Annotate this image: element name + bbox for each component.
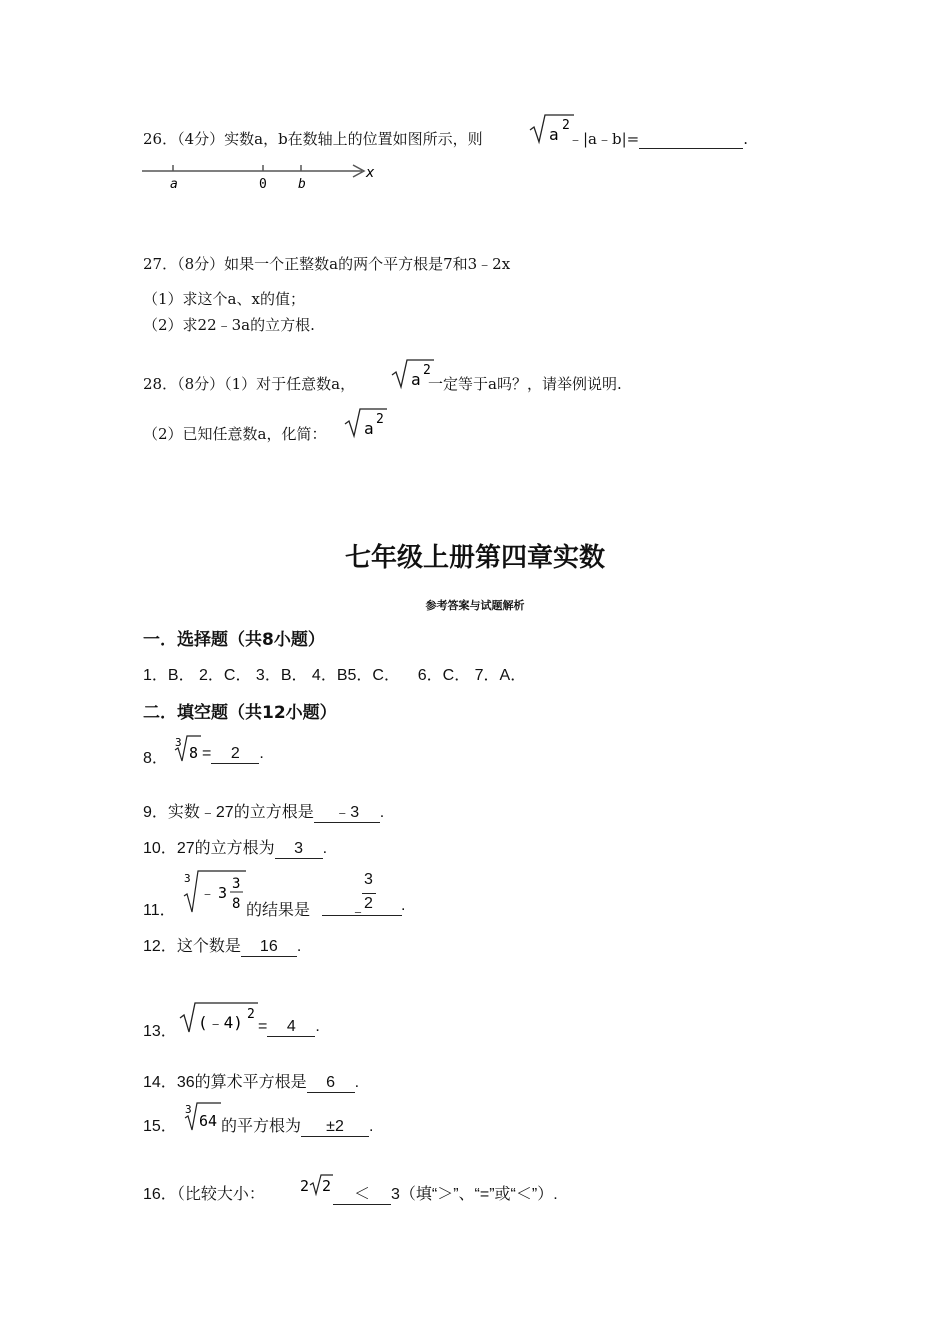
exponent: 2 <box>562 118 570 133</box>
question-score: （4分） <box>177 130 225 148</box>
answer-14: 14．36的算术平方根是 6 . <box>143 1074 360 1091</box>
answer-blank[interactable]: ﹣3 <box>314 804 380 823</box>
answer-10: 10．27的立方根为 3 . <box>143 840 328 857</box>
answer-sign: ﹣ <box>350 903 367 920</box>
answer-numerator: 3 <box>364 871 373 888</box>
answer-11-end: . <box>401 897 406 914</box>
two-root-two-formula <box>298 1173 334 1199</box>
radicand-numerator: 3 <box>232 876 241 892</box>
exponent: 2 <box>247 1007 255 1022</box>
answer-12: 12．这个数是 16 . <box>143 938 302 955</box>
answer-key-subtitle: 参考答案与试题解析 <box>425 599 525 612</box>
fraction-bar <box>362 893 376 894</box>
exponent: 2 <box>376 412 384 427</box>
axis-label-b: b <box>298 177 306 192</box>
radicand-whole: 3 <box>218 884 228 902</box>
answer-15-number: 15． <box>143 1118 177 1135</box>
answer-blank[interactable]: ±2 <box>301 1118 369 1137</box>
section-heading-choice: 一．选择题（共8小题） <box>143 630 325 650</box>
radicand-denominator: 8 <box>232 896 241 912</box>
answer-blank[interactable]: 16 <box>241 938 297 957</box>
question-number: 28． <box>143 375 178 393</box>
question-28 <box>143 373 355 394</box>
sqrt-a-squared-formula <box>343 406 389 440</box>
question-text: 如果一个正整数a的两个平方根是7和3﹣2x <box>224 255 511 273</box>
cube-root-mixed-number-formula <box>180 868 248 916</box>
answer-denominator: 2 <box>364 895 373 912</box>
question-text: （1）对于任意数a， <box>224 375 356 393</box>
radicand-sign: ﹣ <box>200 884 216 902</box>
answer-blank[interactable]: 2 <box>211 745 259 764</box>
radicand: a <box>364 419 374 438</box>
coefficient: 2 <box>300 1177 310 1195</box>
answer-blank[interactable]: 3 <box>275 840 323 859</box>
answer-13-number: 13． <box>143 1023 177 1040</box>
answer-8-number: 8． <box>143 750 168 767</box>
answer-blank[interactable]: 4 <box>267 1018 315 1037</box>
answer-11-text: 的结果是 <box>246 902 311 919</box>
radicand: (﹣4) <box>198 1013 243 1032</box>
question-26 <box>143 128 483 149</box>
answer-blank[interactable]: ＜ <box>333 1186 391 1205</box>
question-score: （8分） <box>177 255 225 273</box>
answer-key-title: 七年级上册第四章实数 <box>344 543 605 573</box>
root-index: 3 <box>175 736 182 749</box>
question-number: 26． <box>143 130 178 148</box>
choice-answers: 1．B． 2．C． 3．B． 4．B5．C． 6．C． 7．A． <box>143 667 527 684</box>
answer-11-number: 11． <box>143 902 176 919</box>
question-26-tail: ﹣|a﹣b|= . <box>568 130 749 148</box>
sqrt-negative-four-squared-formula <box>178 998 260 1038</box>
question-score: （8分） <box>177 375 225 393</box>
answer-blank[interactable] <box>639 131 743 149</box>
answer-8: = 2 . <box>202 745 264 762</box>
axis-label-x: x <box>366 165 375 181</box>
answer-11-blank[interactable] <box>322 868 402 920</box>
answer-15: 的平方根为 ±2 . <box>221 1118 374 1135</box>
question-28-tail: 一定等于a吗？，请举例说明. <box>428 375 622 393</box>
answer-13: = 4 . <box>258 1018 320 1035</box>
question-27-part-2: （2）求22﹣3a的立方根. <box>143 316 315 334</box>
question-number: 27． <box>143 255 178 273</box>
section-heading-fill: 二．填空题（共12小题） <box>143 703 337 723</box>
answer-9: 9．实数﹣27的立方根是 ﹣3 . <box>143 804 385 821</box>
answer-16-prefix: 16．（比较大小： <box>143 1186 265 1203</box>
radicand: 8 <box>189 744 199 762</box>
question-27 <box>143 253 510 274</box>
exponent: 2 <box>423 363 431 378</box>
radicand: a <box>549 125 559 144</box>
number-line-figure <box>142 158 382 194</box>
question-27-part-1: （1）求这个a、x的值； <box>143 290 305 308</box>
cube-root-64-formula <box>181 1100 223 1134</box>
axis-label-zero: 0 <box>259 177 267 192</box>
axis-label-a: a <box>170 177 178 192</box>
answer-16: ＜ 3（填“＞”、“=”或“＜”）. <box>333 1181 558 1205</box>
root-index: 3 <box>184 872 191 885</box>
radicand: 2 <box>322 1177 332 1195</box>
radicand: 64 <box>199 1112 218 1130</box>
root-index: 3 <box>185 1103 192 1116</box>
question-text: 实数a，b在数轴上的位置如图所示，则 <box>224 130 483 148</box>
answer-blank[interactable]: 6 <box>307 1074 355 1093</box>
cube-root-8-formula <box>171 733 203 765</box>
radicand: a <box>411 370 421 389</box>
question-28-part-2: （2）已知任意数a，化简： <box>143 425 327 443</box>
